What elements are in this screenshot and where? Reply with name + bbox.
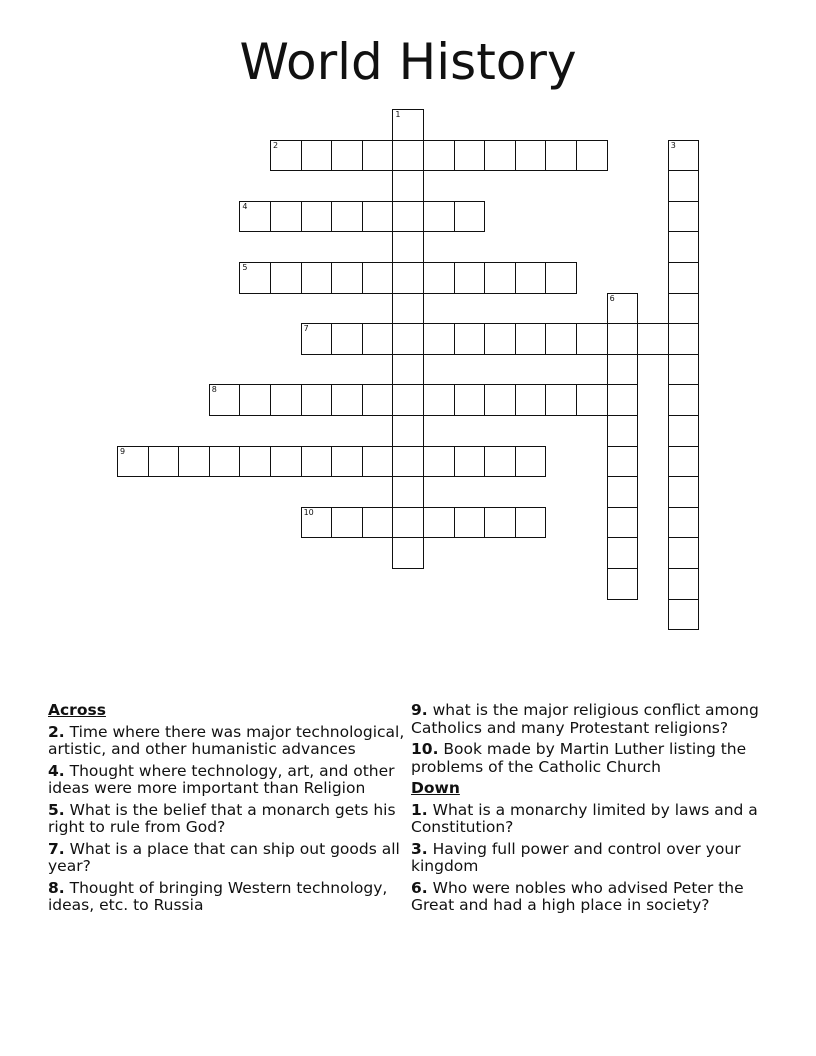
grid-cell[interactable] [515, 507, 547, 539]
grid-cell[interactable] [668, 201, 700, 233]
grid-cell[interactable] [301, 201, 333, 233]
grid-cell[interactable] [392, 231, 424, 263]
clue-across-5: 5. What is the belief that a monarch gets his right to rule from God? [48, 800, 396, 836]
grid-cell[interactable] [270, 140, 302, 172]
grid-cell[interactable] [668, 507, 700, 539]
grid-cell[interactable] [607, 354, 639, 386]
grid-cell[interactable] [637, 323, 669, 355]
grid-cell[interactable] [392, 507, 424, 539]
grid-cell[interactable] [270, 262, 302, 294]
grid-cell[interactable] [239, 384, 271, 416]
grid-cell[interactable] [331, 384, 363, 416]
grid-cell[interactable] [392, 354, 424, 386]
grid-cell[interactable] [362, 262, 394, 294]
grid-cell[interactable] [117, 446, 149, 478]
grid-cell[interactable] [454, 323, 486, 355]
grid-cell[interactable] [423, 262, 455, 294]
grid-cell[interactable] [668, 568, 700, 600]
grid-cell[interactable] [331, 507, 363, 539]
grid-cell[interactable] [668, 293, 700, 325]
grid-cell[interactable] [423, 384, 455, 416]
grid-cell[interactable] [331, 446, 363, 478]
grid-cell[interactable] [454, 262, 486, 294]
puzzle-title: World History [239, 33, 577, 91]
grid-cell[interactable] [392, 415, 424, 447]
cell-number: 7 [303, 324, 309, 334]
grid-cell[interactable] [392, 446, 424, 478]
grid-cell[interactable] [362, 507, 394, 539]
cell-number: 9 [120, 446, 126, 456]
grid-cell[interactable] [607, 568, 639, 600]
grid-cell[interactable] [607, 323, 639, 355]
grid-cell[interactable] [392, 384, 424, 416]
grid-cell[interactable] [607, 384, 639, 416]
grid-cell[interactable] [515, 262, 547, 294]
grid-cell[interactable] [270, 384, 302, 416]
grid-cell[interactable] [668, 599, 700, 631]
grid-cell[interactable] [392, 170, 424, 202]
grid-cell[interactable] [484, 262, 516, 294]
grid-cell[interactable] [484, 140, 516, 172]
grid-cell[interactable] [668, 476, 700, 508]
clue-across-7: 7. What is a place that can ship out goods all year? [48, 839, 400, 875]
grid-cell[interactable] [515, 384, 547, 416]
grid-cell[interactable] [545, 384, 577, 416]
grid-cell[interactable] [148, 446, 180, 478]
grid-cell[interactable] [362, 323, 394, 355]
grid-cell[interactable] [423, 201, 455, 233]
grid-cell[interactable] [301, 323, 333, 355]
grid-cell[interactable] [607, 446, 639, 478]
clues-column-left [48, 702, 408, 919]
grid-cell[interactable] [668, 446, 700, 478]
grid-cell[interactable] [392, 262, 424, 294]
clue-down-1: 1. What is a monarchy limited by laws and a Constitution? [411, 800, 758, 836]
grid-cell[interactable] [362, 446, 394, 478]
grid-cell[interactable] [362, 140, 394, 172]
clue-across-2: 2. Time where there was major technological, artistic, and other humanistic advances [48, 722, 405, 758]
grid-cell[interactable] [301, 140, 333, 172]
grid-cell[interactable] [362, 201, 394, 233]
grid-cell[interactable] [301, 262, 333, 294]
down-heading: Down [411, 779, 460, 797]
grid-cell[interactable] [515, 140, 547, 172]
grid-cell[interactable] [668, 262, 700, 294]
grid-cell[interactable] [484, 323, 516, 355]
grid-cell[interactable] [515, 446, 547, 478]
grid-cell[interactable] [454, 201, 486, 233]
grid-cell[interactable] [331, 201, 363, 233]
grid-cell[interactable] [392, 201, 424, 233]
grid-cell[interactable] [331, 323, 363, 355]
grid-cell[interactable] [607, 476, 639, 508]
grid-cell[interactable] [331, 262, 363, 294]
grid-cell[interactable] [576, 323, 608, 355]
grid-cell[interactable] [484, 384, 516, 416]
grid-cell[interactable] [484, 446, 516, 478]
clue-across-4: 4. Thought where technology, art, and other ideas were more important than Religion [48, 761, 395, 797]
grid-cell[interactable] [668, 140, 700, 172]
clue-across-10: 10. Book made by Martin Luther listing the problems of the Catholic Church [411, 740, 747, 776]
across-heading: Across [48, 701, 106, 719]
cell-number: 5 [242, 263, 248, 272]
grid-cell[interactable] [392, 476, 424, 508]
cell-number: 3 [670, 140, 676, 150]
grid-cell[interactable] [545, 323, 577, 355]
grid-cell[interactable] [301, 507, 333, 539]
grid-cell[interactable] [668, 170, 700, 202]
grid-cell[interactable] [576, 384, 608, 416]
grid-cell[interactable] [270, 446, 302, 478]
clue-down-3: 3. Having full power and control over your kingdom [411, 839, 741, 875]
grid-cell[interactable] [209, 384, 241, 416]
grid-cell[interactable] [607, 415, 639, 447]
clue-across-9: 9. what is the major religious conflict among Catholics and many Protestant religions? [411, 701, 759, 737]
cell-number: 10 [303, 507, 314, 517]
grid-cell[interactable] [484, 507, 516, 539]
grid-cell[interactable] [392, 109, 424, 141]
grid-cell[interactable] [239, 201, 271, 233]
grid-cell[interactable] [545, 262, 577, 294]
cell-number: 6 [609, 293, 615, 303]
grid-cell[interactable] [423, 507, 455, 539]
grid-cell[interactable] [392, 293, 424, 325]
grid-cell[interactable] [423, 446, 455, 478]
clues-column-right [411, 702, 771, 919]
grid-cell[interactable] [668, 354, 700, 386]
grid-cell[interactable] [178, 446, 210, 478]
grid-cell[interactable] [239, 262, 271, 294]
grid-cell[interactable] [454, 140, 486, 172]
grid-cell[interactable] [668, 231, 700, 263]
grid-cell[interactable] [668, 415, 700, 447]
clue-across-8: 8. Thought of bringing Western technology, ideas, etc. to Russia [48, 878, 388, 914]
cell-number: 2 [273, 140, 279, 150]
grid-cell[interactable] [392, 140, 424, 172]
grid-cell[interactable] [362, 384, 394, 416]
grid-cell[interactable] [454, 446, 486, 478]
grid-cell[interactable] [607, 537, 639, 569]
grid-cell[interactable] [668, 537, 700, 569]
cell-number: 1 [395, 110, 401, 119]
grid-cell[interactable] [454, 384, 486, 416]
grid-cell[interactable] [331, 140, 363, 172]
grid-cell[interactable] [392, 323, 424, 355]
grid-cell[interactable] [270, 201, 302, 233]
grid-cell[interactable] [515, 323, 547, 355]
grid-cell[interactable] [239, 446, 271, 478]
grid-cell[interactable] [607, 507, 639, 539]
grid-cell[interactable] [423, 140, 455, 172]
grid-cell[interactable] [301, 446, 333, 478]
grid-cell[interactable] [668, 323, 700, 355]
grid-cell[interactable] [545, 140, 577, 172]
grid-cell[interactable] [301, 384, 333, 416]
cell-number: 8 [211, 385, 217, 395]
grid-cell[interactable] [423, 323, 455, 355]
grid-cell[interactable] [454, 507, 486, 539]
grid-cell[interactable] [668, 384, 700, 416]
grid-cell[interactable] [607, 293, 639, 325]
grid-cell[interactable] [576, 140, 608, 172]
grid-cell[interactable] [209, 446, 241, 478]
clue-down-6: 6. Who were nobles who advised Peter the Great and had a high place in society? [411, 878, 744, 914]
grid-cell[interactable] [392, 537, 424, 569]
cell-number: 4 [242, 201, 248, 211]
